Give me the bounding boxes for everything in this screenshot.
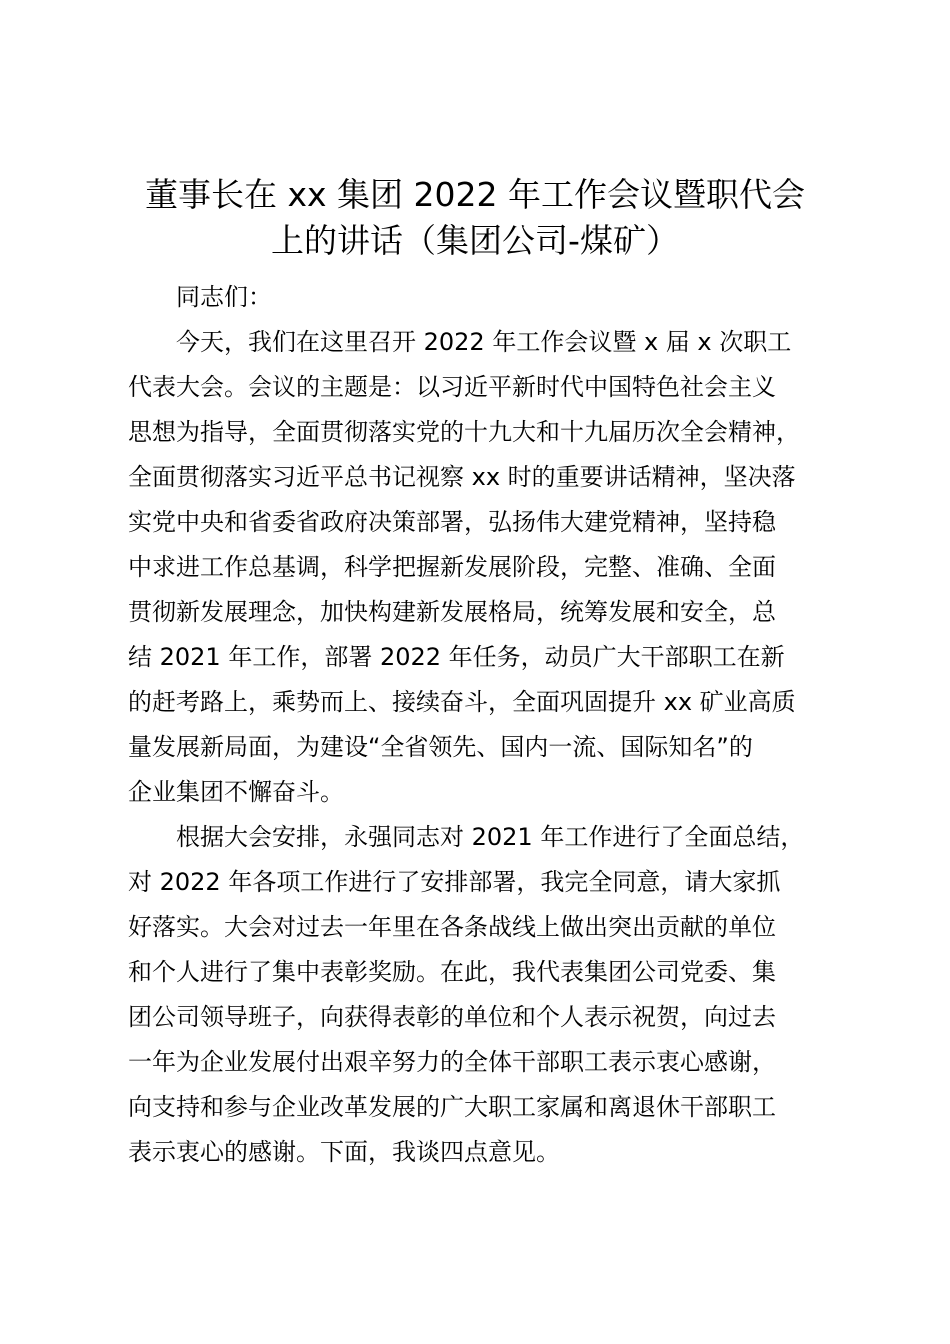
paragraph-2-line: 对 2022 年各项工作进行了安排部署，我完全同意，请大家抓 xyxy=(128,868,781,896)
paragraph-1-line: 中求进工作总基调，科学把握新发展阶段，完整、准确、全面 xyxy=(128,553,776,581)
paragraph-1-line: 全面贯彻落实习近平总书记视察 xx 时的重要讲话精神，坚决落 xyxy=(128,463,796,491)
paragraph-1-line: 今天，我们在这里召开 2022 年工作会议暨 x 届 x 次职工 xyxy=(128,328,792,356)
paragraph-1-line: 贯彻新发展理念，加快构建新发展格局，统筹发展和安全，总 xyxy=(128,598,776,626)
paragraph-1-line: 企业集团不懈奋斗。 xyxy=(128,778,344,806)
paragraph-2-line: 根据大会安排，永强同志对 2021 年工作进行了全面总结， xyxy=(128,823,805,851)
paragraph-2-line: 表示衷心的感谢。下面，我谈四点意见。 xyxy=(128,1138,560,1166)
paragraph-2-line: 团公司领导班子，向获得表彰的单位和个人表示祝贺，向过去 xyxy=(128,1003,776,1031)
paragraph-2-line: 和个人进行了集中表彰奖励。在此，我代表集团公司党委、集 xyxy=(128,958,776,986)
paragraph-1-line: 代表大会。会议的主题是：以习近平新时代中国特色社会主义 xyxy=(128,373,776,401)
paragraph-2-line: 好落实。大会对过去一年里在各条战线上做出突出贡献的单位 xyxy=(128,913,776,941)
paragraph-2-line: 一年为企业发展付出艰辛努力的全体干部职工表示衷心感谢， xyxy=(128,1048,776,1076)
paragraph-1-line: 量发展新局面，为建设“全省领先、国内一流、国际知名”的 xyxy=(128,733,753,761)
paragraph-1-line: 思想为指导，全面贯彻落实党的十九大和十九届历次全会精神， xyxy=(128,418,800,446)
salutation: 同志们： xyxy=(128,283,272,311)
document-title-line-2: 上的讲话（集团公司-煤矿） xyxy=(271,221,679,260)
paragraph-1-line: 的赶考路上，乘势而上、接续奋斗，全面巩固提升 xx 矿业高质 xyxy=(128,688,796,716)
document-title-line-1: 董事长在 xx 集团 2022 年工作会议暨职代会 xyxy=(145,175,805,214)
paragraph-1-line: 实党中央和省委省政府决策部署，弘扬伟大建党精神，坚持稳 xyxy=(128,508,776,536)
paragraph-2-line: 向支持和参与企业改革发展的广大职工家属和离退休干部职工 xyxy=(128,1093,776,1121)
paragraph-1-line: 结 2021 年工作，部署 2022 年任务，动员广大干部职工在新 xyxy=(128,643,785,671)
